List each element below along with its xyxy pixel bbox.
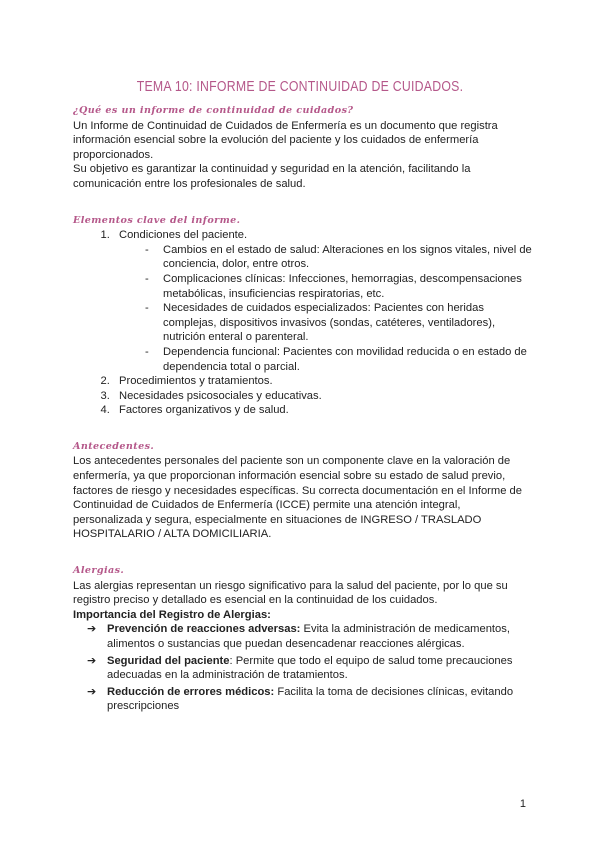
allergy-points-list: [73, 622, 533, 714]
key-elements-list: [73, 228, 533, 418]
list-item: [113, 228, 533, 374]
paragraph: Su objetivo es garantizar la continuidad y seguridad en la atención, facilitando la comunicación entre los profesionales de salud.: [73, 163, 471, 190]
page-title: TEMA 10: INFORME DE CONTINUIDAD DE CUIDADOS.: [136, 78, 464, 95]
document-body: [73, 104, 533, 716]
list-item: 2. Procedimientos y tratamientos.: [113, 374, 533, 389]
arrow-icon: ➔: [87, 653, 97, 667]
list-item-label: Condiciones del paciente.: [119, 229, 248, 242]
list-item: 4. Factores organizativos y de salud.: [113, 403, 533, 418]
arrow-list-item: ➔ Seguridad del paciente: Permite que todo el equipo de salud tome precauciones adecuadas en la administración de tratamientos.: [87, 653, 513, 682]
sub-list-item: - Necesidades de cuidados especializados: Pacientes con heridas complejas, dispositivos invasivos (sondas, catéteres, ventiladores), nutrición enteral o parenteral.: [145, 302, 496, 344]
section-heading-allergies: Alergias.: [73, 565, 125, 577]
list-item: 3. Necesidades psicosociales y educativas.: [113, 389, 533, 404]
section-heading-key-elements: Elementos clave del informe.: [73, 214, 241, 226]
page-number: 1: [519, 798, 526, 810]
sub-list: [119, 243, 533, 374]
arrow-icon: ➔: [87, 684, 97, 698]
paragraph: Un Informe de Continuidad de Cuidados de Enfermería es un documento que registra información esencial sobre la evolución del paciente y los cuidados de enfermería proporcionados.: [73, 119, 498, 161]
paragraph: Las alergias representan un riesgo significativo para la salud del paciente, por lo que su registro preciso y detallado es esencial en la continuidad de los cuidados.: [73, 579, 508, 607]
paragraph: Los antecedentes personales del paciente son un componente clave en la valoración de enfermería, ya que proporcionan información esencial sobre su estado de salud previo, factores de riesgo y necesidades específicas. Su correcta documentación en el Informe de Continuidad de Cuidados de Enfermería (ICCE) permite una atención integral, personalizada y segura, especialmente en situaciones de INGRESO / TRASLADO HOSPITALARIO / ALTA DOMICILIARIA.: [73, 455, 522, 541]
arrow-list-item: ➔ Prevención de reacciones adversas: Evita la administración de medicamentos, alimentos o sustancias que puedan desencadenar reacciones alérgicas.: [87, 622, 510, 650]
sub-list-item: - Complicaciones clínicas: Infecciones, hemorragias, descompensaciones metabólicas, insuficiencias respiratorias, etc.: [145, 272, 522, 300]
arrow-icon: ➔: [87, 622, 97, 636]
subheading: Importancia del Registro de Alergias:: [73, 608, 271, 621]
sub-list-item: - Dependencia funcional: Pacientes con movilidad reducida o en estado de dependencia total o parcial.: [145, 345, 527, 373]
section-heading-background: Antecedentes.: [73, 440, 155, 452]
sub-list-item: - Cambios en el estado de salud: Alteraciones en los signos vitales, nivel de conciencia, dolor, entre otros.: [145, 243, 532, 271]
arrow-list-item: ➔ Reducción de errores médicos: Facilita la toma de decisiones clínicas, evitando prescripciones: [87, 684, 514, 713]
section-heading-what-is: ¿Qué es un informe de continuidad de cuidados?: [73, 105, 354, 116]
